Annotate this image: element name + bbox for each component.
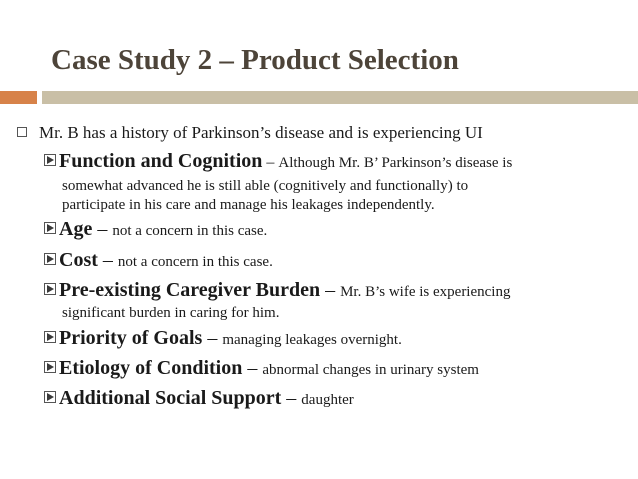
- item-text-cont: participate in his care and manage his leakages independently.: [62, 197, 435, 213]
- list-item-cost: [44, 249, 614, 272]
- intro-bullet: [17, 123, 627, 143]
- item-text: Although Mr. B’ Parkinson’s disease is: [278, 155, 513, 171]
- item-heading: Cost: [59, 249, 98, 271]
- item-text-cont: somewhat advanced he is still able (cognitively and functionally) to: [62, 178, 469, 194]
- list-item-social-support: [44, 387, 614, 410]
- list-item-caregiver-burden: [44, 279, 614, 323]
- item-heading: Pre-existing Caregiver Burden: [59, 279, 321, 301]
- item-heading: Age: [59, 218, 93, 240]
- item-separator: –: [242, 357, 263, 379]
- arrow-bullet-icon: [44, 361, 56, 373]
- arrow-bullet-icon: [44, 253, 56, 265]
- arrow-bullet-icon: [44, 391, 56, 403]
- arrow-bullet-icon: [44, 154, 56, 166]
- list-item-etiology: [44, 357, 614, 380]
- item-heading: Etiology of Condition: [59, 357, 243, 379]
- arrow-bullet-icon: [44, 222, 56, 234]
- square-bullet-icon: [17, 127, 27, 137]
- list-item-age: [44, 218, 614, 241]
- title-rule-bar: [42, 91, 638, 104]
- item-text: abnormal changes in urinary system: [262, 362, 479, 378]
- slide-title: Case Study 2 – Product Selection: [51, 44, 459, 76]
- item-text: Mr. B’s wife is experiencing: [340, 284, 511, 300]
- item-text: managing leakages overnight.: [222, 332, 402, 348]
- item-separator: –: [262, 154, 279, 171]
- arrow-bullet-icon: [44, 283, 56, 295]
- item-text: daughter: [301, 392, 354, 408]
- item-heading: Priority of Goals: [59, 327, 203, 349]
- list-item-priority-goals: [44, 327, 614, 350]
- item-separator: –: [281, 387, 302, 409]
- item-heading: Additional Social Support: [59, 387, 282, 409]
- item-separator: –: [92, 218, 113, 240]
- title-rule-accent: [0, 91, 37, 104]
- item-heading: Function and Cognition: [59, 150, 263, 172]
- item-text-cont: significant burden in caring for him.: [62, 305, 280, 321]
- item-text: not a concern in this case.: [112, 223, 268, 239]
- arrow-bullet-icon: [44, 331, 56, 343]
- list-item-function-cognition: [44, 150, 614, 215]
- item-separator: –: [320, 279, 341, 301]
- intro-text: Mr. B has a history of Parkinson’s disease and is experiencing UI: [39, 123, 483, 142]
- item-text: not a concern in this case.: [117, 254, 273, 270]
- item-separator: –: [97, 249, 118, 271]
- item-separator: –: [202, 327, 223, 349]
